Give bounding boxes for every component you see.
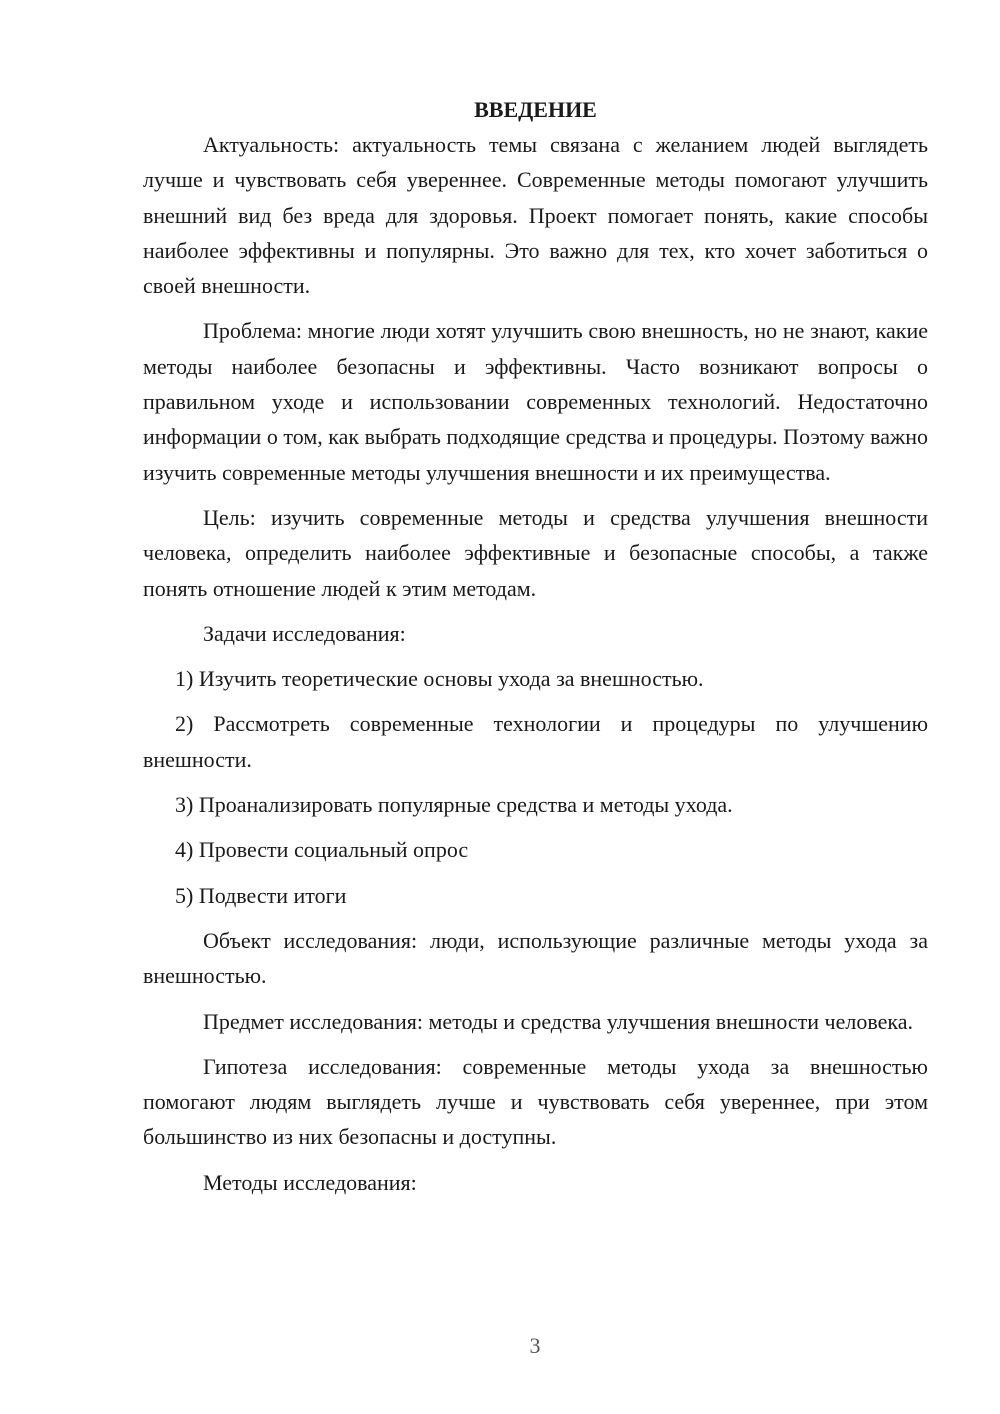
problem-paragraph: Проблема: многие люди хотят улучшить свою внешность, но не знают, какие методы наиболее безопасны и эффективны. Часто возникают вопросы о правильном уходе и использовании современных технологий. Недостаточно информации о том, как выбрать подходящие средства и процедуры. Поэтому важно изучить современные методы улучшения внешности и их преимущества. (143, 318, 928, 485)
relevance-paragraph: Актуальность: актуальность темы связана с желанием людей выглядеть лучше и чувствовать себя увереннее. Современные методы помогают улучшить внешний вид без вреда для здоровья. Проект помогает понять, какие способы наиболее эффективны и популярны. Это важно для тех, кто хочет заботиться о своей внешности. (143, 132, 928, 299)
subject-paragraph: Предмет исследования: методы и средства улучшения внешности человека. (203, 1008, 913, 1034)
task-item-5: 5) Подвести итоги (175, 882, 347, 908)
task-item-2: 2) Рассмотреть современные технологии и процедуры по улучшению внешности. (143, 711, 928, 772)
tasks-heading: Задачи исследования: (203, 620, 406, 646)
goal-paragraph: Цель: изучить современные методы и средства улучшения внешности человека, определить наиболее эффективные и безопасные способы, а также понять отношение людей к этим методам. (143, 504, 928, 601)
hypothesis-paragraph: Гипотеза исследования: современные методы ухода за внешностью помогают людям выглядеть лучше и чувствовать себя увереннее, при этом большинство из них безопасны и доступны. (143, 1053, 928, 1150)
page-number: 3 (529, 1333, 541, 1358)
section-title: ВВЕДЕНИЕ (474, 97, 597, 122)
object-paragraph: Объект исследования: люди, использующие различные методы ухода за внешностью. (143, 927, 928, 989)
task-item-1: 1) Изучить теоретические основы ухода за внешностью. (175, 666, 704, 692)
task-item-4: 4) Провести социальный опрос (175, 837, 469, 863)
methods-heading: Методы исследования: (203, 1169, 417, 1195)
page-content (143, 95, 928, 1210)
task-item-3: 3) Проанализировать популярные средства и методы ухода. (175, 792, 733, 818)
